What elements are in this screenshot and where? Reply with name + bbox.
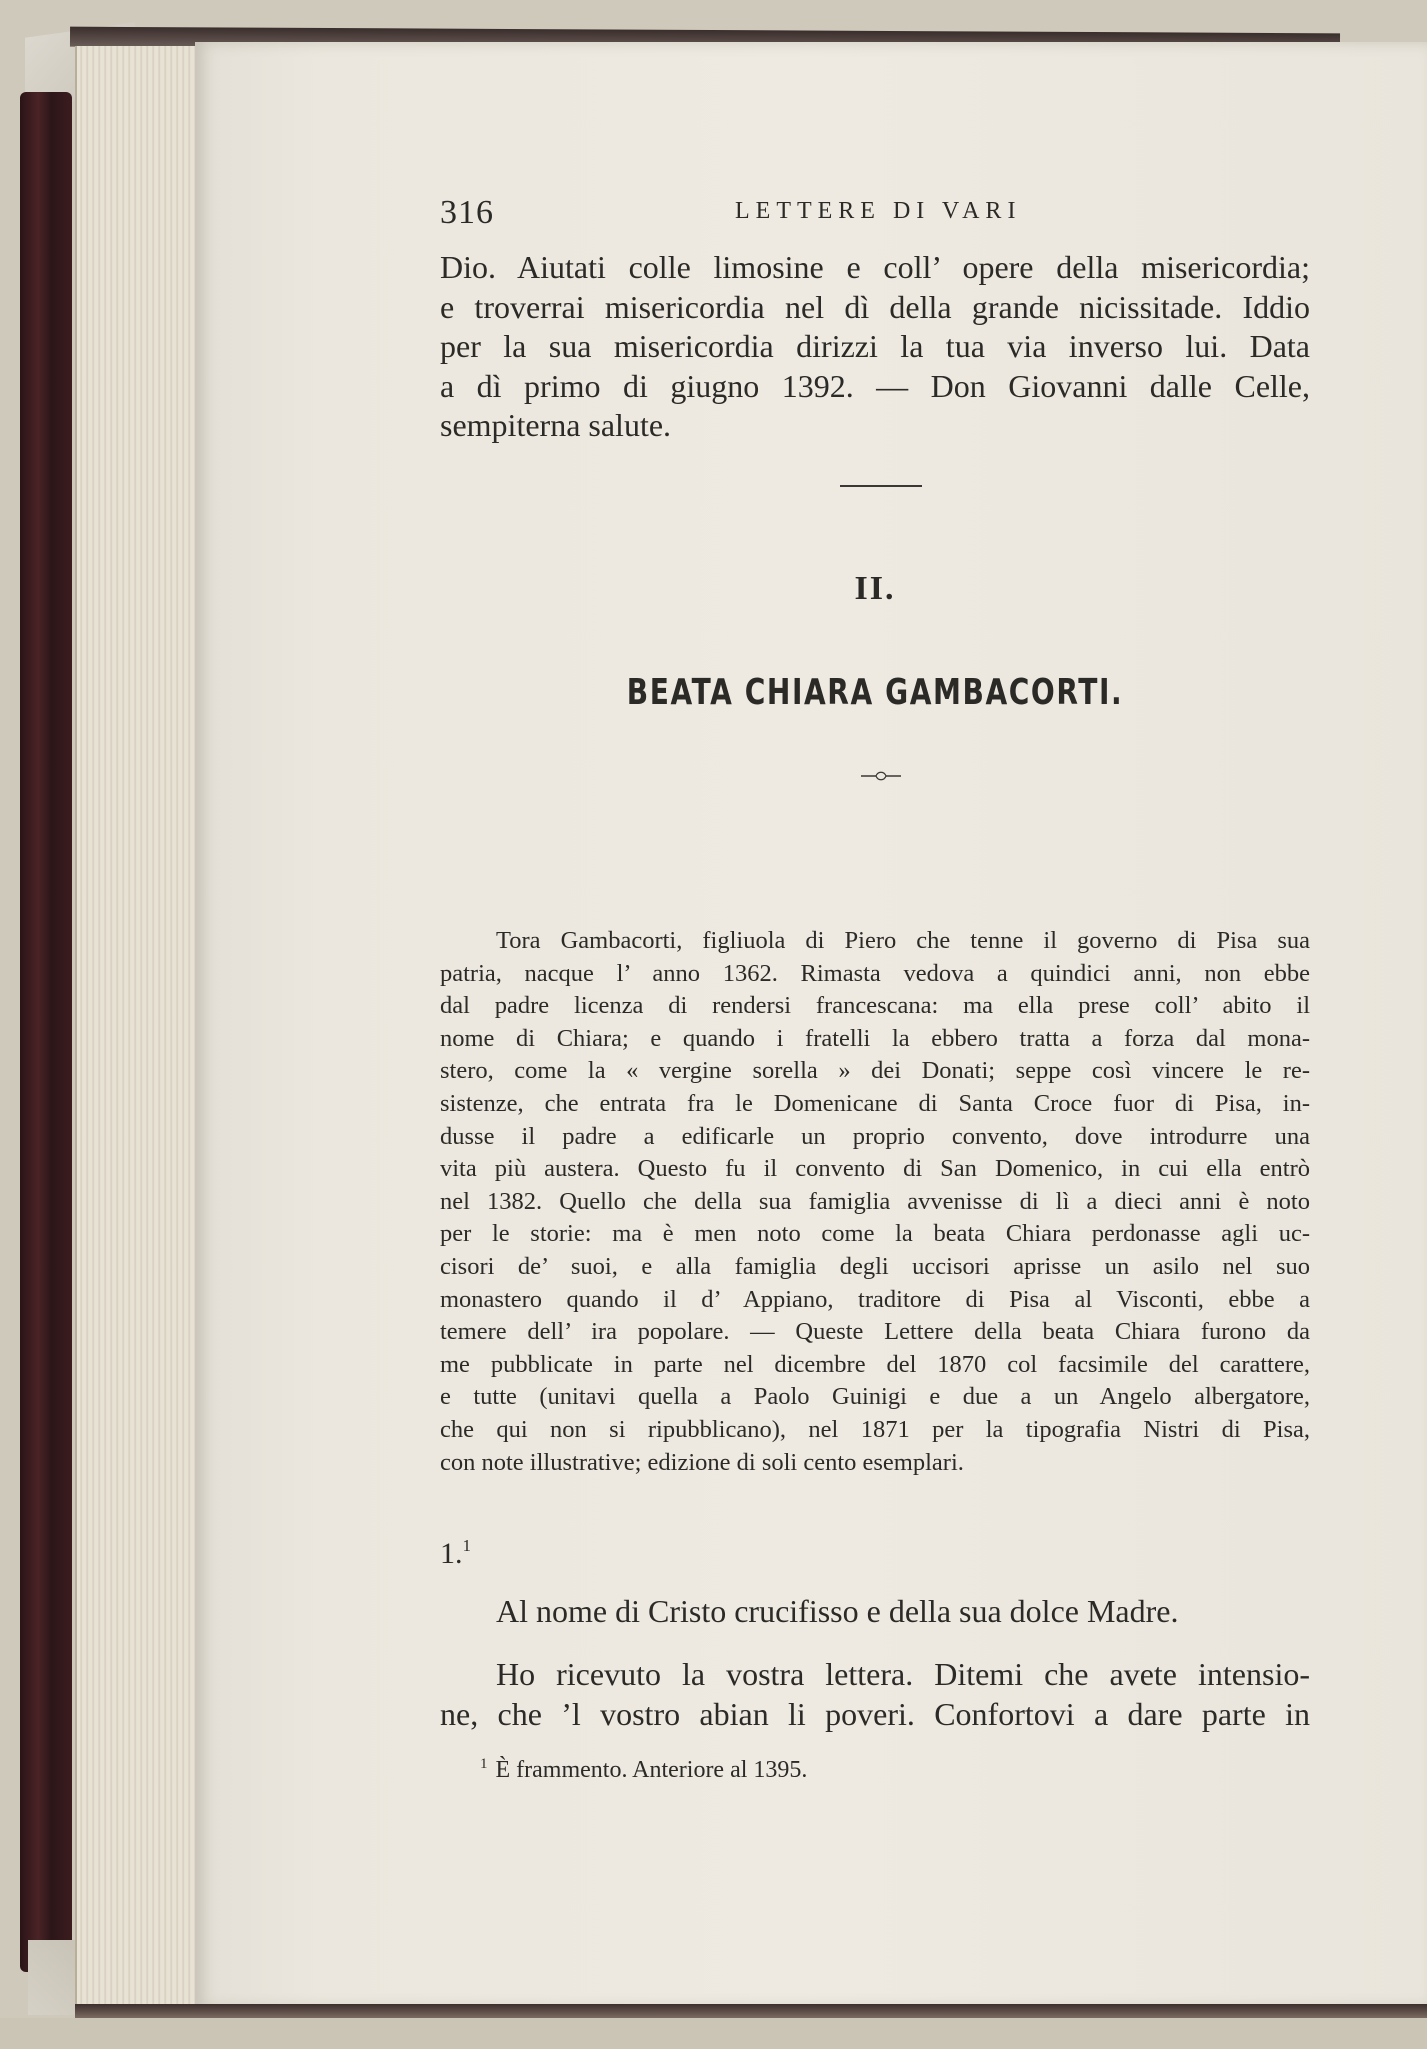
text-line: patria, nacque l’ anno 1362. Rimasta vedova a quindici anni, non ebbe [440,959,1310,987]
section-number: II. [854,570,896,607]
text-line: Ho ricevuto la vostra lettera. Ditemi che avete intensio- [496,1656,1310,1692]
text-line: nel 1382. Quello che della sua famiglia avvenisse di lì a dieci anni è noto [440,1187,1310,1215]
footnote-marker: 1 [480,1756,488,1772]
text-line: per la sua misericordia dirizzi la tua via inverso lui. Data [440,328,1310,364]
text-line: Tora Gambacorti, figliuola di Piero che tenne il governo di Pisa sua [496,927,1310,954]
text-line: temere dell’ ira popolare. — Queste Lettere della beata Chiara furono da [440,1318,1310,1346]
text-line: cisori de’ suoi, e alla famiglia degli uccisori aprisse un asilo nel suo [440,1252,1310,1280]
text-line: me pubblicate in parte nel dicembre del 1870 col facsimile del carattere, [440,1350,1310,1378]
footnote-text: È frammento. Anteriore al 1395. [495,1757,808,1783]
text-line: che qui non si ripubblicano), nel 1871 per la tipografia Nistri di Pisa, [440,1415,1310,1443]
previous-letter-ending [440,248,1310,446]
text-line: stero, come la « vergine sorella » dei Donati; seppe così vincere le re- [440,1057,1310,1085]
background-surface [0,2018,1427,2049]
section-title: BEATA CHIARA GAMBACORTI. [626,672,1124,713]
text-line: vita più austera. Questo fu il convento di San Domenico, in cui ella entrò [440,1155,1310,1183]
text-line: ne, che ’l vostro abian li poveri. Confortovi a dare parte in [440,1695,1310,1732]
introduction-paragraph [440,925,1310,1479]
running-head [440,194,1320,230]
footnote-reference: 1 [462,1536,471,1555]
ornament-flourish-icon [860,770,902,782]
letter-salutation: Al nome di Cristo crucifisso e della sua dolce Madre. [496,1593,1179,1629]
text-line: e troverrai misericordia nel dì della grande nicissitade. Iddio [440,288,1310,325]
running-head-title: LETTERE DI VARI [735,198,1022,224]
page-edges [75,46,207,2006]
letter-number-text: 1. [440,1537,463,1570]
letter-number [440,1536,471,1571]
book-binding [20,92,72,1972]
text-line: Dio. Aiutati colle limosine e coll’ opere della misericordia; [440,249,1310,285]
text-line: sempiterna salute. [440,407,672,443]
text-line: dusse il padre a edificarle un proprio convento, dove introdurre una [440,1122,1310,1150]
section-divider-rule [840,485,922,487]
text-line: per le storie: ma è men noto come la beata Chiara perdonasse agli uc- [440,1220,1310,1248]
text-line: a dì primo di giugno 1392. — Don Giovanni dalle Celle, [440,367,1310,404]
page-number: 316 [440,194,494,231]
letter-body [440,1655,1310,1734]
text-line: e tutte (unitavi quella a Paolo Guinigi e due a un Angelo albergatore, [440,1383,1310,1411]
footnote [480,1756,807,1784]
text-line: monastero quando il d’ Appiano, traditore di Pisa al Visconti, ebbe a [440,1285,1310,1313]
text-line: con note illustrative; edizione di soli cento esemplari. [440,1448,964,1476]
text-line: dal padre licenza di rendersi francescana: ma ella prese coll’ abito il [440,992,1310,1020]
text-line: sistenze, che entrata fra le Domenicane di Santa Croce fuor di Pisa, in- [440,1089,1310,1117]
text-line: nome di Chiara; e quando i fratelli la ebbero tratta a forza dal mona- [440,1024,1310,1052]
book-cover-bottom-edge [75,2004,1427,2018]
